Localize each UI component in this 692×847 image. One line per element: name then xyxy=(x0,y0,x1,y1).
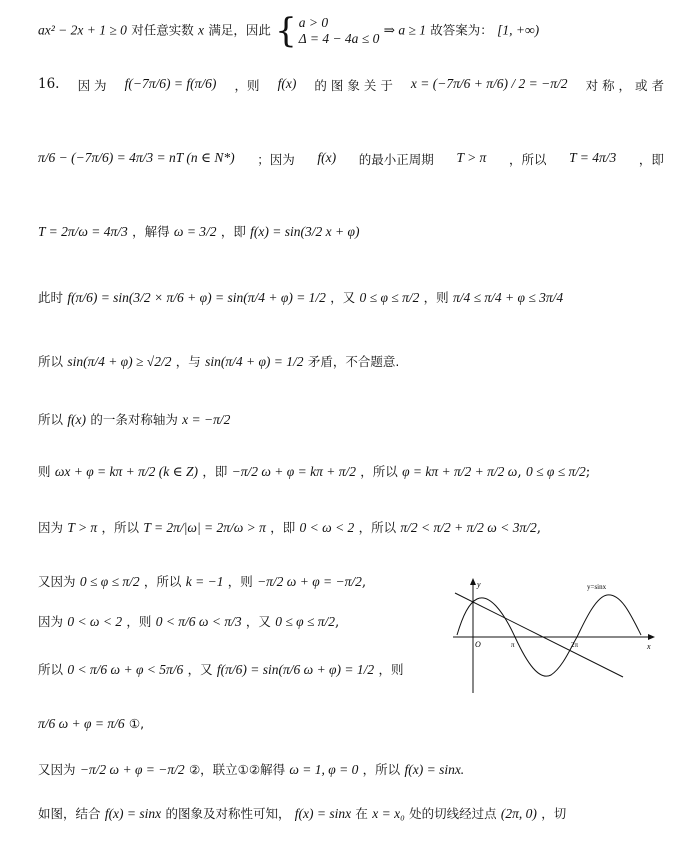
tangent-line xyxy=(455,593,623,677)
text: ，则 xyxy=(234,78,260,93)
text: ，则 xyxy=(423,290,449,305)
text: ，又 xyxy=(330,290,356,305)
equation-2: −π/2 ω + φ = −π/2 xyxy=(79,762,185,777)
text: ，所以 xyxy=(360,464,398,479)
text: ，所以 xyxy=(508,152,547,167)
text: ，则 xyxy=(378,662,404,677)
x-axis-arrow xyxy=(648,634,655,640)
solution-line-6 xyxy=(38,352,664,370)
text: ，又 xyxy=(245,614,271,629)
equation-marker: ①, xyxy=(128,716,145,731)
text: ，即 xyxy=(220,224,246,239)
text: 的图象及对称性可知， xyxy=(165,806,291,821)
solution-line-8: 则 ωx + φ = kπ + π/2 (k ∈ Z) ，即 −π/2 ω + φ = kπ + π/2 ，所以 φ = kπ + π/2 + π/2 ω, 0 ≤ φ ≤ π/2; xyxy=(38,464,591,480)
function: f(x) = sinx xyxy=(104,806,162,821)
problem-number: 16. xyxy=(38,76,60,92)
text: 如图，结合 xyxy=(38,806,101,821)
function: f(x) xyxy=(317,150,337,165)
text: ，解得 xyxy=(132,224,170,239)
equation: T = 4π/3 xyxy=(569,150,617,165)
text: ，与 xyxy=(175,354,201,369)
text: 因 为 xyxy=(77,78,107,93)
equation: ω = 3/2 xyxy=(173,224,217,239)
label-origin: O xyxy=(475,640,481,649)
equation: ωx + φ = kπ + π/2 (k ∈ Z) xyxy=(54,464,199,479)
variable: x xyxy=(198,22,205,38)
solution-line-14 xyxy=(38,760,664,778)
text: ，所以 xyxy=(101,520,140,535)
text: ，即 xyxy=(638,152,664,167)
solution-line-3 xyxy=(38,150,664,168)
text: 又因为 xyxy=(38,574,76,589)
inequality: 0 ≤ φ ≤ π/2 xyxy=(525,464,586,479)
inequality: π/4 ≤ π/4 + φ ≤ 3π/4 xyxy=(452,290,564,305)
answer-interval: [1, +∞) xyxy=(497,22,540,38)
inequality: ax² − 2x + 1 ≥ 0 xyxy=(38,22,127,38)
equation: φ = kπ + π/2 + π/2 ω xyxy=(402,464,518,479)
text: ，则 xyxy=(227,574,253,589)
inequality: 0 ≤ φ ≤ π/2 xyxy=(275,614,336,629)
text: ，即 xyxy=(202,464,228,479)
text: 此时 xyxy=(38,290,64,305)
solution-line-5 xyxy=(38,288,664,306)
text: ，又 xyxy=(187,662,213,677)
text: ，所以 xyxy=(143,574,182,589)
text: 的一条对称轴为 xyxy=(90,412,178,427)
label-y: y xyxy=(477,580,481,589)
text: 所以 xyxy=(38,412,64,427)
solution-line-10: 又因为 0 ≤ φ ≤ π/2 ，所以 k = −1 ，则 −π/2 ω + φ = −π/2, xyxy=(38,574,367,590)
label-curve: y=sinx xyxy=(587,583,607,591)
equation-system xyxy=(299,15,380,47)
point: x = x₀ xyxy=(372,806,405,821)
solution-line-13 xyxy=(38,716,664,732)
text: 满足，因此 xyxy=(208,22,271,38)
function: f(x) = sinx xyxy=(294,806,352,821)
solution-line-4 xyxy=(38,222,664,240)
function: f(x) xyxy=(67,412,87,427)
brace: { xyxy=(275,11,297,51)
inequality: T > π xyxy=(456,150,487,165)
system-row-1: a > 0 xyxy=(298,14,329,30)
text: ②，联立①②解得 xyxy=(188,762,286,777)
sine-curve xyxy=(457,595,641,676)
inequality: T = 2π/|ω| = 2π/ω > π xyxy=(143,520,266,535)
implication: ⇒ a ≥ 1 xyxy=(383,22,426,38)
label-pi: π xyxy=(511,641,515,649)
text: ，所以 xyxy=(358,520,397,535)
inequality: 0 ≤ φ ≤ π/2 xyxy=(359,290,420,305)
inequality: 0 < π/6 ω < π/3 xyxy=(155,614,242,629)
inequality: 0 < π/6 ω + φ < 5π/6 xyxy=(67,662,184,677)
equation: f(π/6) = sin(π/6 ω + φ) = 1/2 xyxy=(216,662,375,677)
inequality: T > π xyxy=(67,520,98,535)
text: 又因为 xyxy=(38,762,76,777)
equation: −π/2 ω + φ = −π/2 xyxy=(257,574,362,589)
text: 故答案为： xyxy=(430,22,493,38)
text: 对任意实数 xyxy=(131,22,194,38)
solution-line-11: 因为 0 < ω < 2 ，则 0 < π/6 ω < π/3 ，又 0 ≤ φ ≤ π/2, xyxy=(38,614,340,630)
text: 则 xyxy=(38,464,51,479)
label-2pi: 2π xyxy=(571,641,579,649)
equation: sin(π/4 + φ) = 1/2 xyxy=(205,354,304,369)
text: 因为 xyxy=(38,520,64,535)
equation: x = −π/2 xyxy=(182,412,231,427)
solution-line-7 xyxy=(38,410,664,428)
text: ，所以 xyxy=(362,762,401,777)
inequality: 0 < ω < 2 xyxy=(67,614,123,629)
point: (2π, 0) xyxy=(500,806,537,821)
equation: −π/2 ω + φ = kπ + π/2 xyxy=(231,464,356,479)
inequality: 0 ≤ φ ≤ π/2 xyxy=(79,574,140,589)
equation: f(−7π/6) = f(π/6) xyxy=(124,76,217,91)
inequality: 0 < ω < 2 xyxy=(299,520,355,535)
equation: f(π/6) = sin(3/2 × π/6 + φ) = sin(π/4 + φ) = 1/2 xyxy=(67,290,326,305)
text: ，则 xyxy=(126,614,152,629)
y-axis-arrow xyxy=(470,578,476,585)
solution: ω = 1, φ = 0 xyxy=(289,762,359,777)
text: 矛盾，不合题意. xyxy=(307,354,400,369)
function: f(x) xyxy=(277,76,297,91)
sine-graph xyxy=(445,575,660,695)
inequality: sin(π/4 + φ) ≥ √2/2 xyxy=(67,354,172,369)
text: 因为 xyxy=(38,614,64,629)
text: 处的切线经过点 xyxy=(409,806,497,821)
equation-1: π/6 ω + φ = π/6 xyxy=(38,716,125,731)
solution-line-9: 因为 T > π ，所以 T = 2π/|ω| = 2π/ω > π ，即 0 < ω < 2 ，所以 π/2 < π/2 + π/2 ω < 3π/2, xyxy=(38,520,542,536)
text: 的最小正周期 xyxy=(358,152,434,167)
equation: T = 2π/ω = 4π/3 xyxy=(38,224,128,239)
text: ，切 xyxy=(541,806,567,821)
function-result: f(x) = sinx. xyxy=(404,762,465,777)
equation: π/6 − (−7π/6) = 4π/3 = nT (n ∈ N*) xyxy=(38,150,235,165)
solution-line-1 xyxy=(38,11,664,51)
solution-line-15 xyxy=(38,804,664,822)
equation: k = −1 xyxy=(185,574,224,589)
system-row-2: Δ = 4 − 4a ≤ 0 xyxy=(298,31,380,46)
text: 在 xyxy=(355,806,368,821)
text: 所以 xyxy=(38,662,64,677)
text: 的 图 象 关 于 xyxy=(314,78,393,93)
text: 所以 xyxy=(38,354,64,369)
text: ，即 xyxy=(270,520,296,535)
text: ；因为 xyxy=(257,152,295,167)
equation: x = (−7π/6 + π/6) / 2 = −π/2 xyxy=(410,76,568,91)
label-x: x xyxy=(647,642,651,651)
text: 对 称 ， 或 者 xyxy=(585,78,664,93)
solution-line-2 xyxy=(38,76,664,94)
inequality: π/2 < π/2 + π/2 ω < 3π/2 xyxy=(400,520,537,535)
equation: f(x) = sin(3/2 x + φ) xyxy=(250,224,360,239)
